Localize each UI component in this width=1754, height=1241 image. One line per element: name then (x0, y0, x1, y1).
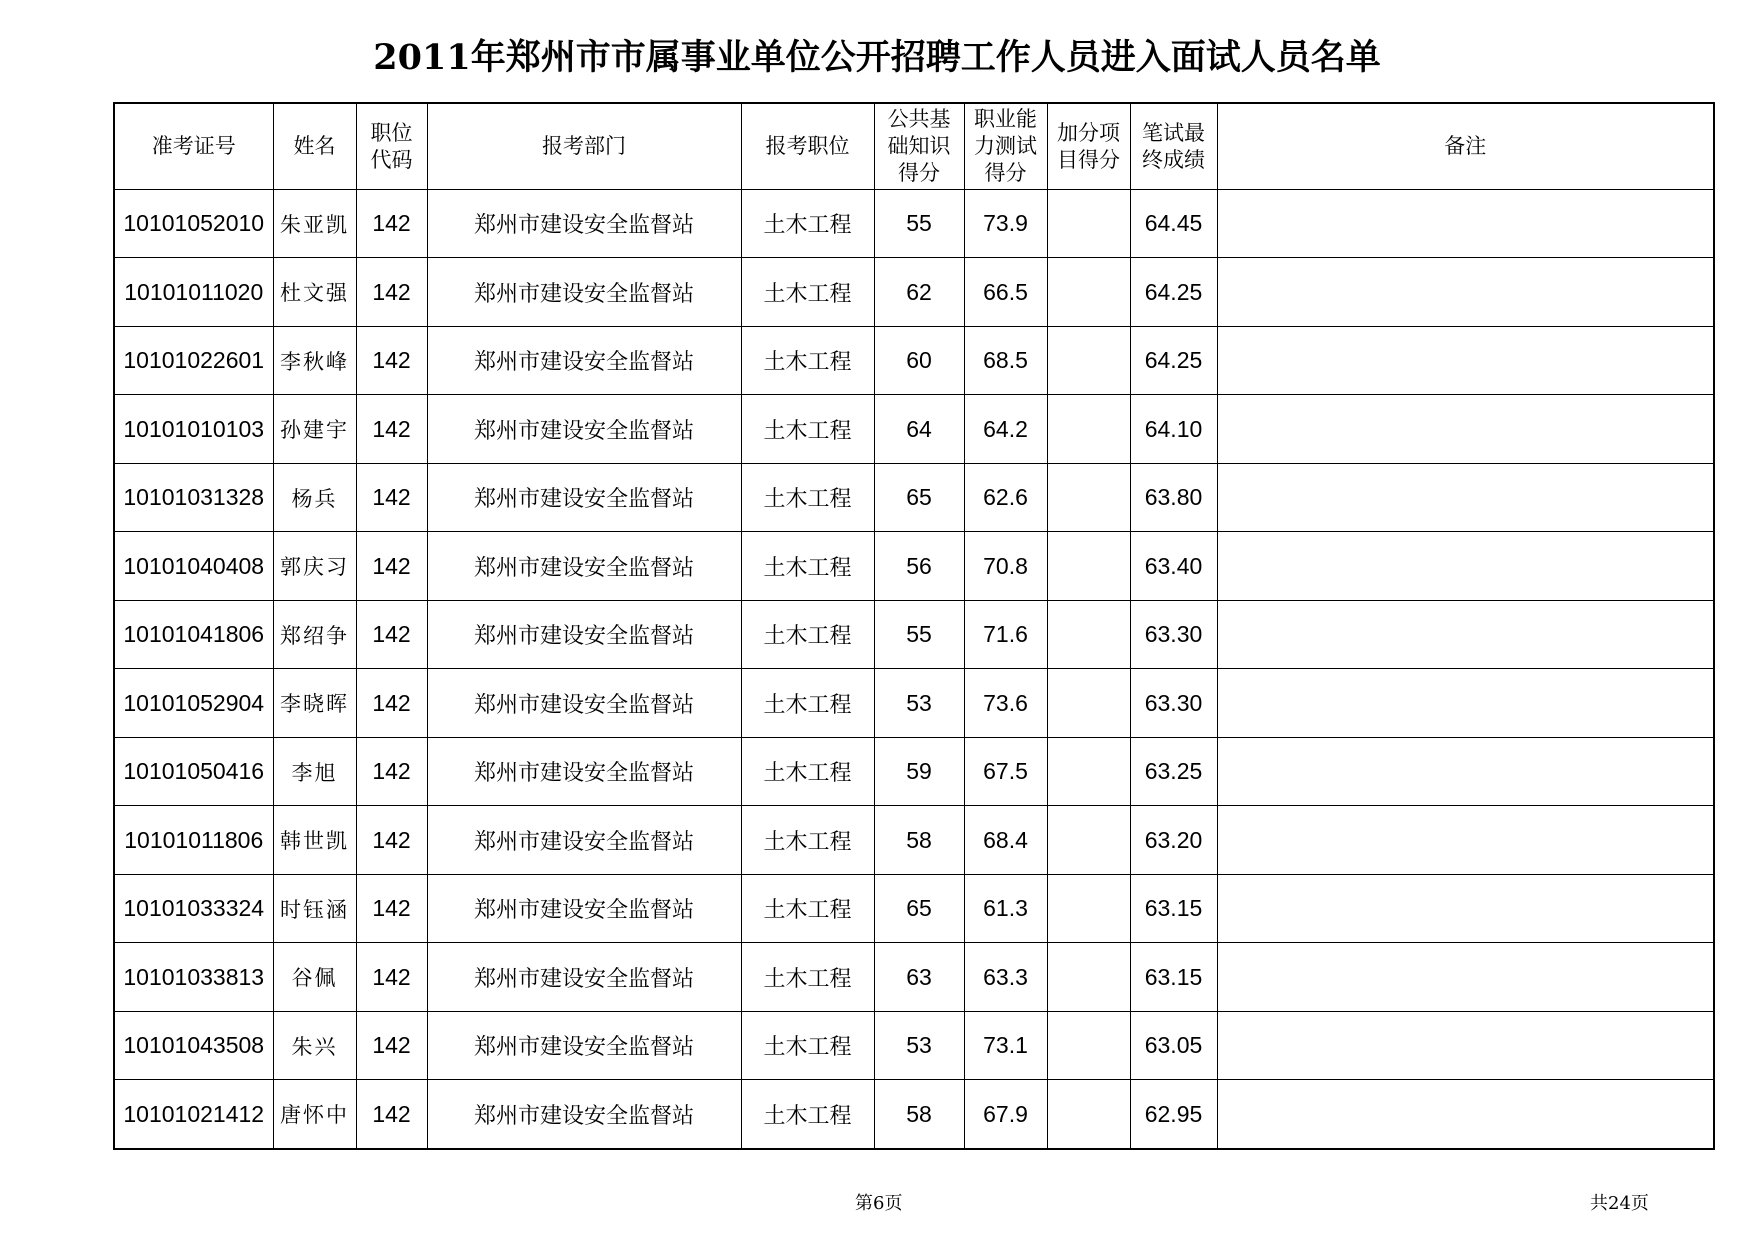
cell-remark (1217, 806, 1714, 874)
cell-final-score: 63.15 (1130, 943, 1217, 1011)
cell-exam-no: 10101033813 (114, 943, 273, 1011)
cell-dept: 郑州市建设安全监督站 (427, 326, 741, 394)
table-row (114, 669, 1714, 737)
cell-ability-score: 62.6 (964, 463, 1047, 531)
cell-remark (1217, 669, 1714, 737)
cell-position: 土木工程 (741, 532, 874, 600)
cell-position: 土木工程 (741, 326, 874, 394)
cell-bonus-score (1047, 874, 1130, 942)
cell-code: 142 (356, 1080, 427, 1149)
cell-basic-score: 55 (874, 190, 964, 258)
cell-position: 土木工程 (741, 806, 874, 874)
cell-exam-no: 10101011806 (114, 806, 273, 874)
cell-final-score: 63.20 (1130, 806, 1217, 874)
cell-ability-score: 61.3 (964, 874, 1047, 942)
cell-code: 142 (356, 737, 427, 805)
cell-final-score: 62.95 (1130, 1080, 1217, 1149)
table-row (114, 326, 1714, 394)
cell-name: 谷佩 (273, 943, 356, 1011)
cell-ability-score: 71.6 (964, 600, 1047, 668)
cell-remark (1217, 532, 1714, 600)
cell-dept: 郑州市建设安全监督站 (427, 1011, 741, 1079)
cell-name: 李秋峰 (273, 326, 356, 394)
cell-dept: 郑州市建设安全监督站 (427, 943, 741, 1011)
cell-name: 李旭 (273, 737, 356, 805)
cell-final-score: 63.80 (1130, 463, 1217, 531)
cell-dept: 郑州市建设安全监督站 (427, 258, 741, 326)
cell-dept: 郑州市建设安全监督站 (427, 600, 741, 668)
cell-dept: 郑州市建设安全监督站 (427, 190, 741, 258)
cell-bonus-score (1047, 1080, 1130, 1149)
cell-remark (1217, 326, 1714, 394)
cell-exam-no: 10101022601 (114, 326, 273, 394)
candidate-table (113, 102, 1715, 1150)
header-name: 姓名 (273, 103, 356, 190)
page-title: 2011年郑州市市属事业单位公开招聘工作人员进入面试人员名单 (373, 37, 1381, 78)
cell-ability-score: 73.1 (964, 1011, 1047, 1079)
cell-name: 朱兴 (273, 1011, 356, 1079)
cell-bonus-score (1047, 600, 1130, 668)
header-code: 职位代码 (356, 103, 427, 190)
cell-dept: 郑州市建设安全监督站 (427, 1080, 741, 1149)
cell-dept: 郑州市建设安全监督站 (427, 395, 741, 463)
cell-basic-score: 58 (874, 1080, 964, 1149)
cell-ability-score: 68.5 (964, 326, 1047, 394)
cell-exam-no: 10101033324 (114, 874, 273, 942)
cell-final-score: 63.40 (1130, 532, 1217, 600)
table-row (114, 600, 1714, 668)
header-position: 报考职位 (741, 103, 874, 190)
cell-ability-score: 70.8 (964, 532, 1047, 600)
cell-basic-score: 59 (874, 737, 964, 805)
cell-final-score: 64.10 (1130, 395, 1217, 463)
cell-basic-score: 62 (874, 258, 964, 326)
cell-final-score: 64.45 (1130, 190, 1217, 258)
table-row (114, 532, 1714, 600)
cell-exam-no: 10101043508 (114, 1011, 273, 1079)
cell-position: 土木工程 (741, 258, 874, 326)
cell-dept: 郑州市建设安全监督站 (427, 806, 741, 874)
table-row (114, 874, 1714, 942)
cell-code: 142 (356, 806, 427, 874)
cell-exam-no: 10101052010 (114, 190, 273, 258)
cell-position: 土木工程 (741, 600, 874, 668)
page-total: 共24页 (1590, 1193, 1649, 1214)
cell-remark (1217, 395, 1714, 463)
cell-exam-no: 10101021412 (114, 1080, 273, 1149)
cell-code: 142 (356, 874, 427, 942)
cell-bonus-score (1047, 669, 1130, 737)
cell-position: 土木工程 (741, 190, 874, 258)
cell-ability-score: 63.3 (964, 943, 1047, 1011)
cell-code: 142 (356, 532, 427, 600)
cell-bonus-score (1047, 532, 1130, 600)
cell-ability-score: 68.4 (964, 806, 1047, 874)
cell-position: 土木工程 (741, 1011, 874, 1079)
cell-dept: 郑州市建设安全监督站 (427, 532, 741, 600)
cell-code: 142 (356, 326, 427, 394)
cell-name: 杜文强 (273, 258, 356, 326)
header-ability-score: 职业能力测试得分 (964, 103, 1047, 190)
cell-basic-score: 64 (874, 395, 964, 463)
cell-ability-score: 66.5 (964, 258, 1047, 326)
header-exam-no: 准考证号 (114, 103, 273, 190)
cell-basic-score: 65 (874, 463, 964, 531)
cell-position: 土木工程 (741, 395, 874, 463)
cell-name: 时钰涵 (273, 874, 356, 942)
cell-position: 土木工程 (741, 463, 874, 531)
cell-code: 142 (356, 258, 427, 326)
cell-position: 土木工程 (741, 874, 874, 942)
cell-code: 142 (356, 943, 427, 1011)
cell-ability-score: 64.2 (964, 395, 1047, 463)
header-final-score: 笔试最终成绩 (1130, 103, 1217, 190)
cell-bonus-score (1047, 395, 1130, 463)
header-dept: 报考部门 (427, 103, 741, 190)
cell-final-score: 63.15 (1130, 874, 1217, 942)
table-row (114, 395, 1714, 463)
cell-ability-score: 67.9 (964, 1080, 1047, 1149)
cell-code: 142 (356, 395, 427, 463)
cell-remark (1217, 1080, 1714, 1149)
cell-exam-no: 10101040408 (114, 532, 273, 600)
cell-remark (1217, 600, 1714, 668)
cell-name: 郑绍争 (273, 600, 356, 668)
header-remark: 备注 (1217, 103, 1714, 190)
cell-name: 孙建宇 (273, 395, 356, 463)
cell-dept: 郑州市建设安全监督站 (427, 874, 741, 942)
header-basic-score: 公共基础知识得分 (874, 103, 964, 190)
cell-bonus-score (1047, 1011, 1130, 1079)
header-row (114, 103, 1714, 190)
cell-exam-no: 10101041806 (114, 600, 273, 668)
cell-ability-score: 67.5 (964, 737, 1047, 805)
cell-bonus-score (1047, 326, 1130, 394)
cell-bonus-score (1047, 943, 1130, 1011)
cell-exam-no: 10101052904 (114, 669, 273, 737)
cell-final-score: 64.25 (1130, 326, 1217, 394)
cell-basic-score: 60 (874, 326, 964, 394)
cell-basic-score: 53 (874, 1011, 964, 1079)
cell-remark (1217, 874, 1714, 942)
table-row (114, 1080, 1714, 1149)
table-row (114, 463, 1714, 531)
table-row (114, 943, 1714, 1011)
cell-name: 朱亚凯 (273, 190, 356, 258)
cell-exam-no: 10101050416 (114, 737, 273, 805)
cell-name: 李晓晖 (273, 669, 356, 737)
cell-basic-score: 58 (874, 806, 964, 874)
cell-remark (1217, 258, 1714, 326)
cell-code: 142 (356, 463, 427, 531)
cell-ability-score: 73.9 (964, 190, 1047, 258)
table-row (114, 806, 1714, 874)
cell-exam-no: 10101011020 (114, 258, 273, 326)
page-number: 第6页 (855, 1193, 903, 1214)
cell-basic-score: 53 (874, 669, 964, 737)
cell-position: 土木工程 (741, 669, 874, 737)
cell-exam-no: 10101031328 (114, 463, 273, 531)
cell-name: 郭庆习 (273, 532, 356, 600)
cell-name: 杨兵 (273, 463, 356, 531)
cell-name: 唐怀中 (273, 1080, 356, 1149)
cell-basic-score: 56 (874, 532, 964, 600)
cell-bonus-score (1047, 258, 1130, 326)
cell-remark (1217, 1011, 1714, 1079)
cell-remark (1217, 463, 1714, 531)
cell-exam-no: 10101010103 (114, 395, 273, 463)
cell-remark (1217, 190, 1714, 258)
cell-dept: 郑州市建设安全监督站 (427, 669, 741, 737)
cell-position: 土木工程 (741, 737, 874, 805)
cell-ability-score: 73.6 (964, 669, 1047, 737)
cell-final-score: 63.05 (1130, 1011, 1217, 1079)
table-row (114, 737, 1714, 805)
cell-name: 韩世凯 (273, 806, 356, 874)
cell-dept: 郑州市建设安全监督站 (427, 737, 741, 805)
table-row (114, 258, 1714, 326)
cell-bonus-score (1047, 806, 1130, 874)
cell-final-score: 63.25 (1130, 737, 1217, 805)
cell-position: 土木工程 (741, 943, 874, 1011)
cell-position: 土木工程 (741, 1080, 874, 1149)
cell-final-score: 63.30 (1130, 600, 1217, 668)
cell-code: 142 (356, 1011, 427, 1079)
header-bonus-score: 加分项目得分 (1047, 103, 1130, 190)
cell-code: 142 (356, 600, 427, 668)
cell-bonus-score (1047, 190, 1130, 258)
cell-remark (1217, 943, 1714, 1011)
table-row (114, 1011, 1714, 1079)
cell-bonus-score (1047, 463, 1130, 531)
cell-remark (1217, 737, 1714, 805)
cell-basic-score: 55 (874, 600, 964, 668)
cell-dept: 郑州市建设安全监督站 (427, 463, 741, 531)
cell-basic-score: 63 (874, 943, 964, 1011)
cell-basic-score: 65 (874, 874, 964, 942)
cell-final-score: 63.30 (1130, 669, 1217, 737)
cell-code: 142 (356, 190, 427, 258)
cell-code: 142 (356, 669, 427, 737)
cell-final-score: 64.25 (1130, 258, 1217, 326)
table-row (114, 190, 1714, 258)
cell-bonus-score (1047, 737, 1130, 805)
